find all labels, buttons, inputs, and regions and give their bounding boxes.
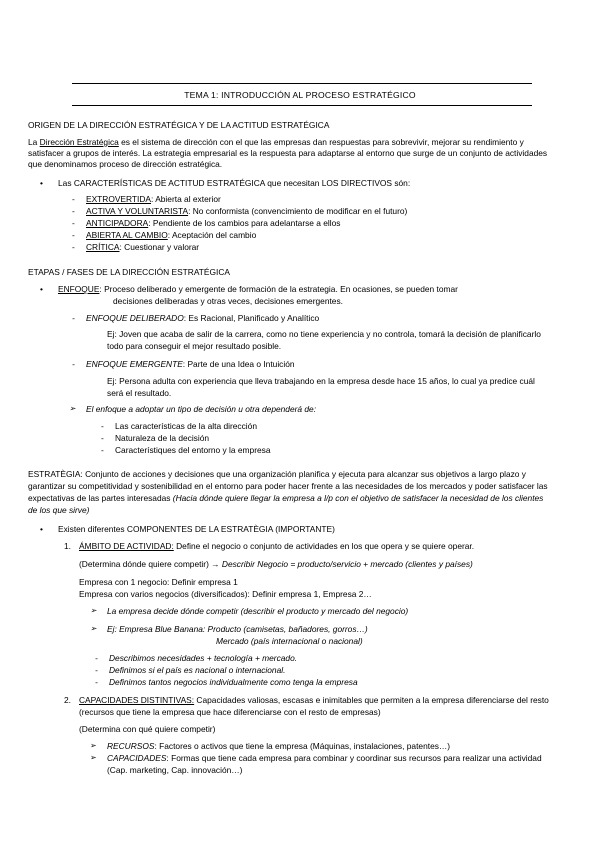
emergente-example-line2: será el resultado. (107, 388, 172, 398)
ambito-arrow-1: ➢ La empresa decide dónde competir (describir el producto y mercado del negocio) (107, 606, 408, 617)
deliberado-example-line2: todo para conseguir el mejor resultado posible. (107, 341, 282, 351)
enfoque-line2: decisiones deliberadas y otras veces, decisiones emergentes. (113, 296, 343, 306)
capacidades-determina: (Determina con qué quiere competir) (79, 724, 216, 734)
deliberado-example-line1: Ej: Joven que acaba de salir de la carrera, como no tiene experiencia y no controla, tomará la decisión de planificarlo (107, 329, 541, 339)
title-bottom-rule (72, 105, 532, 106)
list-item: - CRÍTICA: Cuestionar y valorar (86, 242, 199, 253)
page-title: TEMA 1: INTRODUCCIÓN AL PROCESO ESTRATÉGICO (184, 90, 416, 100)
ambito-example-2: Empresa con varios negocios (diversificados): Definir empresa 1, Empresa 2… (79, 589, 372, 599)
term-direccion-estrategica: Dirección Estratégica (39, 137, 119, 147)
component-number-2: 2. (64, 695, 71, 705)
section-heading-etapas: ETAPAS / FASES DE LA DIRECCIÓN ESTRATÉGICA (28, 267, 230, 277)
estrategia-line1: ESTRATÈGIA: Conjunto de acciones y decisiones que una organización planifica y ejecuta para alcanzar sus objetivos a largo plazo y (28, 469, 526, 479)
estrategia-line4: de los que sirve) (28, 505, 90, 515)
section-heading-origen: ORIGEN DE LA DIRECCIÓN ESTRATÉGICA Y DE LA ACTITUD ESTRATÉGICA (28, 120, 330, 130)
ambito-determina: (Determina dónde quiere competir) → Describir Negocio = producto/servicio + mercado (clientes y países) (79, 559, 473, 569)
arrow-enfoque-depende: ➢ El enfoque a adoptar un tipo de decisión u otra dependerá de: (86, 404, 316, 415)
component-ambito: ÁMBITO DE ACTIVIDAD: Define el negocio o conjunto de actividades en los que opera y se quiere operar. (79, 541, 475, 551)
capacidades-capacidades-line2: (Cap. marketing, Cap. innovación…) (107, 765, 243, 775)
list-item: - Definimos si el país es nacional o internacional. (109, 665, 285, 676)
enfoque-deliberado: - ENFOQUE DELIBERADO: Es Racional, Planificado y Analítico (86, 313, 319, 324)
capacidades-recursos: ➢ RECURSOS: Factores o activos que tiene la empresa (Máquinas, instalaciones, patentes…) (107, 741, 450, 752)
estrategia-line3: expectativas de las partes interesadas (Hacia dónde quiere llegar la empresa a l/p con el objetivo de satisfacer la necesidad de los clientes (28, 493, 544, 503)
list-item: - ANTICIPADORA: Pendiente de los cambios para adelantarse a ellos (86, 218, 341, 229)
ambito-arrow-2-line2: Mercado (país internacional o nacional) (216, 636, 363, 646)
intro-paragraph-line3: que denominamos proceso de dirección estratégica. (28, 159, 223, 169)
enfoque-emergente: - ENFOQUE EMERGENTE: Parte de una Idea o Intuición (86, 359, 295, 370)
list-item: - Las características de la alta dirección (115, 421, 257, 432)
ambito-example-1: Empresa con 1 negocio: Definir empresa 1 (79, 577, 238, 587)
list-item: - EXTROVERTIDA: Abierta al exterior (86, 194, 221, 205)
bullet-enfoque: • ENFOQUE: Proceso deliberado y emergente de formación de la estrategia. En ocasiones, se pueden tomar (58, 284, 458, 295)
capacidades-line2: (recursos que tiene la empresa que hace diferenciarse con el resto de empresas) (79, 707, 381, 717)
list-item: - ABIERTA AL CAMBIO: Aceptación del cambio (86, 230, 256, 241)
bullet-caracteristicas: • Las CARACTERÍSTICAS DE ACTITUD ESTRATÉGICA que necesitan LOS DIRECTIVOS són: (58, 178, 410, 189)
list-item: - Naturaleza de la decisión (115, 433, 209, 444)
bullet-componentes: • Existen diferentes COMPONENTES DE LA ESTRATÈGIA (IMPORTANTE) (58, 524, 335, 535)
component-capacidades: CAPACIDADES DISTINTIVAS: Capacidades valiosas, escasas e inimitables que permiten a la empresa diferenciarse del resto (79, 695, 549, 705)
intro-paragraph-line2: satisfacer a grupos de interés. La estrategia empresarial es la respuesta para adaptarse al entorno que surge de un conjunto de actividades (28, 148, 548, 158)
emergente-example-line1: Ej: Persona adulta con experiencia que lleva trabajando en la empresa desde hace 15 años, lo cual ya predice cuál (107, 376, 535, 386)
title-top-rule (72, 83, 532, 84)
component-number-1: 1. (64, 541, 71, 551)
intro-paragraph-line1: La Dirección Estratégica es el sistema de dirección con el que las empresas dan respuestas para sobrevivir, mejorar su rendimiento y (28, 137, 524, 147)
list-item: - Describimos necesidades + tecnología + mercado. (109, 653, 297, 664)
list-item: - ACTIVA Y VOLUNTARISTA: No conformista (convencimiento de modificar en el futuro) (86, 206, 407, 217)
list-item: - Definimos tantos negocios individualmente como tenga la empresa (109, 677, 358, 688)
estrategia-line2: garantizar su competitividad y sostenibilidad en el entorno para poder hacer frente a las necesidades de los mercados y poder satisfacer las (28, 481, 548, 491)
capacidades-capacidades: ➢ CAPACIDADES: Formas que tiene cada empresa para combinar y coordinar sus recursos para realizar una actividad (107, 753, 542, 764)
ambito-arrow-2: ➢ Ej: Empresa Blue Banana: Producto (camisetas, bañadores, gorros…) (107, 624, 368, 635)
list-item: - Característiques del entorno y la empresa (115, 445, 270, 456)
